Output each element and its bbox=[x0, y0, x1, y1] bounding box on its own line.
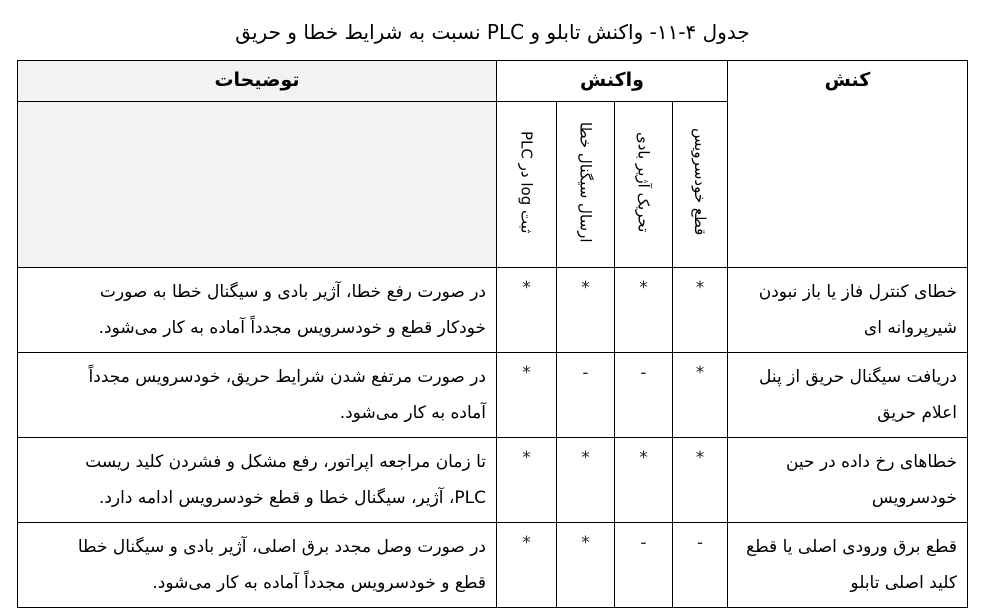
row-mark: * bbox=[497, 523, 557, 608]
row-mark: - bbox=[615, 523, 673, 608]
subheader-label: ارسال سیگنال خطا bbox=[576, 121, 595, 243]
subheader-cut-selfservice bbox=[673, 102, 728, 268]
row-mark: * bbox=[497, 438, 557, 523]
row-action: خطاهای رخ داده در حین خودسرویس bbox=[728, 438, 968, 523]
table-row bbox=[18, 268, 968, 353]
table-row bbox=[18, 353, 968, 438]
table-row bbox=[18, 438, 968, 523]
row-action: خطای کنترل فاز یا باز نبودن شیرپروانه ای bbox=[728, 268, 968, 353]
row-mark: * bbox=[615, 268, 673, 353]
row-mark: * bbox=[557, 523, 615, 608]
header-row bbox=[18, 61, 968, 102]
subheader-label: تحریک آژیر بادی bbox=[634, 131, 653, 233]
explain-header: توضیحات bbox=[18, 61, 497, 102]
row-description: در صورت رفع خطا، آژیر بادی و سیگنال خطا به صورت خودکار قطع و خودسرویس مجدداً آماده به کار می‌شود. bbox=[18, 268, 497, 353]
subheader-siren bbox=[615, 102, 673, 268]
row-action: دریافت سیگنال حریق از پنل اعلام حریق bbox=[728, 353, 968, 438]
row-mark: * bbox=[497, 353, 557, 438]
reaction-table bbox=[17, 60, 968, 608]
reaction-header: واکنش bbox=[497, 61, 728, 102]
row-mark: - bbox=[673, 523, 728, 608]
row-mark: * bbox=[673, 268, 728, 353]
table-row bbox=[18, 523, 968, 608]
row-mark: * bbox=[557, 438, 615, 523]
row-description: در صورت مرتفع شدن شرایط حریق، خودسرویس مجدداً آماده به کار می‌شود. bbox=[18, 353, 497, 438]
action-header: کنش bbox=[728, 61, 968, 268]
subheader-label: قطع خودسرویس bbox=[691, 128, 709, 236]
row-description: در صورت وصل مجدد برق اصلی، آژیر بادی و سیگنال خطا قطع و خودسرویس مجدداً آماده به کار می‌شود. bbox=[18, 523, 497, 608]
row-mark: * bbox=[673, 438, 728, 523]
row-mark: * bbox=[673, 353, 728, 438]
row-description: تا زمان مراجعه اپراتور، رفع مشکل و فشردن کلید ریست PLC، آژیر، سیگنال خطا و قطع خودسرویس ادامه دارد. bbox=[18, 438, 497, 523]
subheader-error-signal bbox=[557, 102, 615, 268]
row-mark: * bbox=[615, 438, 673, 523]
table-caption: جدول ۴-۱۱- واکنش تابلو و PLC نسبت به شرایط خطا و حریق bbox=[235, 20, 750, 44]
row-mark: - bbox=[615, 353, 673, 438]
row-action: قطع برق ورودی اصلی یا قطع کلید اصلی تابلو bbox=[728, 523, 968, 608]
row-mark: * bbox=[557, 268, 615, 353]
row-mark: - bbox=[557, 353, 615, 438]
row-mark: * bbox=[497, 268, 557, 353]
explain-subheader-blank bbox=[18, 102, 497, 268]
subheader-plc-log bbox=[497, 102, 557, 268]
subheader-label: ثبت log در PLC bbox=[517, 130, 536, 234]
